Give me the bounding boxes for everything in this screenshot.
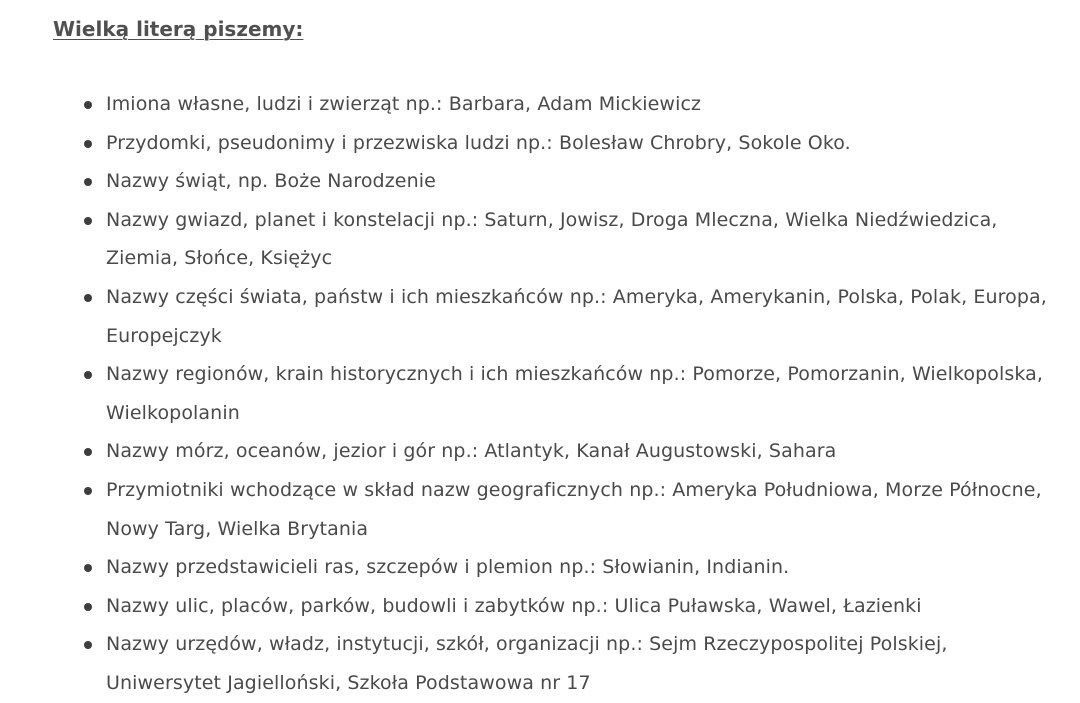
list-item-text: Nazwy mórz, oceanów, jezior i gór np.: Atlantyk, Kanał Augustowski, Sahara (106, 440, 837, 463)
list-item (106, 162, 1056, 201)
bullet-icon (84, 371, 92, 379)
list-item (106, 548, 1056, 587)
section-heading: Wielką literą piszemy: (53, 17, 304, 41)
bullet-icon (84, 178, 92, 186)
bullet-icon (84, 101, 92, 109)
bullet-icon (84, 641, 92, 649)
capitalization-rules-list (106, 85, 1056, 703)
bullet-icon (84, 603, 92, 611)
list-item (106, 471, 1056, 548)
list-item (106, 278, 1056, 355)
list-item (106, 355, 1056, 432)
bullet-icon (84, 294, 92, 302)
list-item (106, 201, 1056, 278)
list-item-text: Nazwy ulic, placów, parków, budowli i zabytków np.: Ulica Puławska, Wawel, Łazienki (106, 594, 922, 617)
list-item (106, 432, 1056, 471)
list-item (106, 587, 1056, 626)
list-item-text: Imiona własne, ludzi i zwierząt np.: Barbara, Adam Mickiewicz (106, 93, 702, 115)
list-item-text: Przymiotniki wchodzące w skład nazw geograficznych np.: Ameryka Południowa, Morze Północne, Nowy Targ, Wielka Brytania (106, 478, 1042, 540)
list-item-text: Nazwy świąt, np. Boże Narodzenie (106, 170, 436, 193)
list-item-text: Nazwy urzędów, władz, instytucji, szkół, organizacji np.: Sejm Rzeczypospolitej Polskiej, Uniwersytet Jagielloński, Szkoła Podstawowa nr 17 (106, 633, 948, 694)
list-item-text: Nazwy regionów, krain historycznych i ich mieszkańców np.: Pomorze, Pomorzanin, Wielkopolska, Wielkopolanin (106, 363, 1044, 424)
list-item (106, 625, 1056, 702)
list-item (106, 85, 1056, 124)
bullet-icon (84, 140, 92, 148)
bullet-icon (84, 487, 92, 495)
list-item-text: Nazwy części świata, państw i ich mieszkańców np.: Ameryka, Amerykanin, Polska, Polak, Europa, Europejczyk (106, 285, 1047, 347)
bullet-icon (84, 564, 92, 572)
list-item (106, 124, 1056, 163)
list-item-text: Nazwy przedstawicieli ras, szczepów i plemion np.: Słowianin, Indianin. (106, 556, 790, 579)
list-item-text: Nazwy gwiazd, planet i konstelacji np.: Saturn, Jowisz, Droga Mleczna, Wielka Niedźwiedzica, Ziemia, Słońce, Księżyc (106, 208, 998, 270)
bullet-icon (84, 448, 92, 456)
list-item-text: Przydomki, pseudonimy i przezwiska ludzi np.: Bolesław Chrobry, Sokole Oko. (106, 131, 851, 154)
bullet-icon (84, 217, 92, 225)
